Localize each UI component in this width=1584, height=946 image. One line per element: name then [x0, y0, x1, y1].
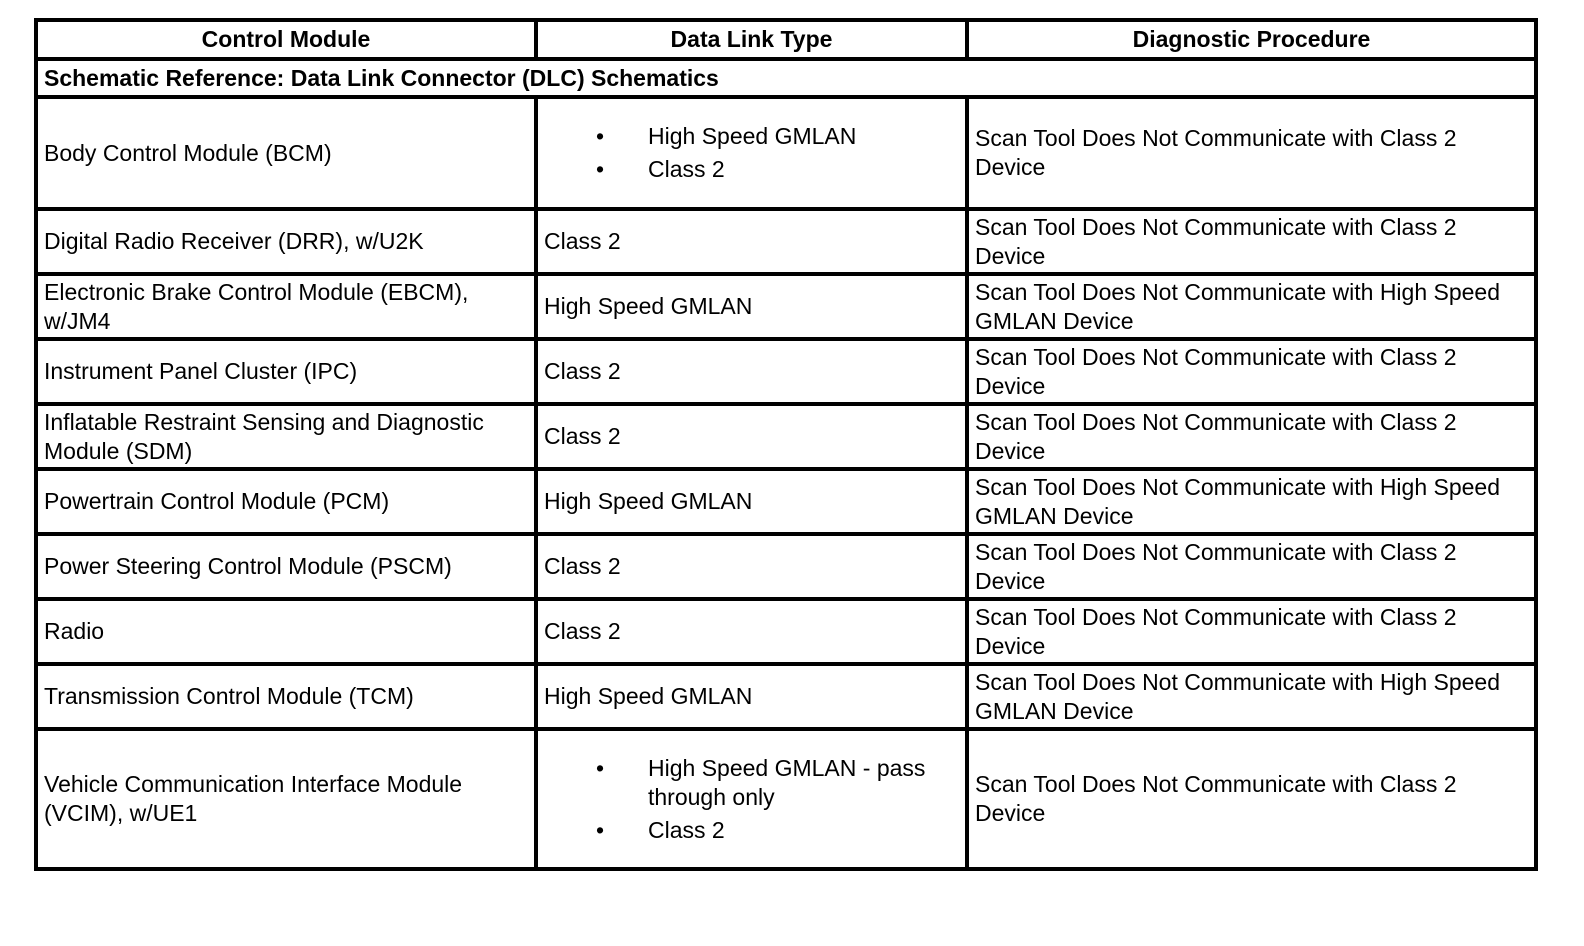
data-link-type-text: High Speed GMLAN - pass through only [648, 754, 926, 810]
table-row [36, 404, 1536, 469]
data-link-type-cell: Class 2 [536, 339, 967, 404]
data-link-reference-table [34, 18, 1538, 871]
table-row [36, 97, 1536, 209]
control-module-cell: Inflatable Restraint Sensing and Diagnostic Module (SDM) [36, 404, 536, 469]
list-item [596, 155, 959, 184]
list-item [596, 122, 959, 151]
data-link-list [544, 754, 959, 845]
header-data-link-type: Data Link Type [536, 20, 967, 59]
control-module-cell: Instrument Panel Cluster (IPC) [36, 339, 536, 404]
control-module-cell: Digital Radio Receiver (DRR), w/U2K [36, 209, 536, 274]
control-module-cell: Vehicle Communication Interface Module (VCIM), w/UE1 [36, 729, 536, 869]
header-diagnostic-procedure: Diagnostic Procedure [967, 20, 1536, 59]
control-module-cell: Transmission Control Module (TCM) [36, 664, 536, 729]
control-module-cell: Power Steering Control Module (PSCM) [36, 534, 536, 599]
control-module-cell: Radio [36, 599, 536, 664]
data-link-type-cell: High Speed GMLAN [536, 274, 967, 339]
table-row [36, 664, 1536, 729]
diagnostic-procedure-cell: Scan Tool Does Not Communicate with Class 2 Device [967, 97, 1536, 209]
bullet-icon: • [596, 754, 605, 781]
data-link-type-cell: Class 2 [536, 599, 967, 664]
bullet-icon: • [596, 156, 605, 182]
control-module-cell: Body Control Module (BCM) [36, 97, 536, 209]
diagnostic-procedure-cell: Scan Tool Does Not Communicate with Class 2 Device [967, 209, 1536, 274]
data-link-type-cell: Class 2 [536, 209, 967, 274]
diagnostic-procedure-cell: Scan Tool Does Not Communicate with High Speed GMLAN Device [967, 664, 1536, 729]
data-link-type-text: Class 2 [648, 816, 725, 843]
schematic-reference-title: Schematic Reference: Data Link Connector (DLC) Schematics [36, 59, 1536, 97]
table-row [36, 729, 1536, 869]
diagnostic-procedure-cell: Scan Tool Does Not Communicate with Class 2 Device [967, 534, 1536, 599]
data-link-type-cell: High Speed GMLAN [536, 469, 967, 534]
table-row [36, 274, 1536, 339]
table-row [36, 534, 1536, 599]
data-link-type-cell [536, 97, 967, 209]
diagnostic-procedure-cell: Scan Tool Does Not Communicate with High Speed GMLAN Device [967, 274, 1536, 339]
control-module-cell: Powertrain Control Module (PCM) [36, 469, 536, 534]
data-link-type-text: Class 2 [648, 156, 725, 182]
diagnostic-procedure-cell: Scan Tool Does Not Communicate with Class 2 Device [967, 599, 1536, 664]
bullet-icon: • [596, 816, 605, 843]
data-link-type-cell [536, 729, 967, 869]
header-control-module: Control Module [36, 20, 536, 59]
data-link-type-text: High Speed GMLAN [648, 123, 857, 149]
list-item [596, 816, 959, 845]
data-link-type-cell: Class 2 [536, 404, 967, 469]
diagnostic-procedure-cell: Scan Tool Does Not Communicate with Class 2 Device [967, 339, 1536, 404]
table-row [36, 209, 1536, 274]
table-row [36, 599, 1536, 664]
bullet-icon: • [596, 123, 605, 149]
data-link-type-cell: High Speed GMLAN [536, 664, 967, 729]
diagnostic-procedure-cell: Scan Tool Does Not Communicate with High Speed GMLAN Device [967, 469, 1536, 534]
table-row [36, 339, 1536, 404]
diagnostic-procedure-cell: Scan Tool Does Not Communicate with Class 2 Device [967, 404, 1536, 469]
data-link-list [544, 122, 959, 184]
list-item [596, 754, 959, 812]
control-module-cell: Electronic Brake Control Module (EBCM), w/JM4 [36, 274, 536, 339]
data-link-type-cell: Class 2 [536, 534, 967, 599]
table-row [36, 469, 1536, 534]
table-header-row [36, 20, 1536, 59]
diagnostic-procedure-cell: Scan Tool Does Not Communicate with Class 2 Device [967, 729, 1536, 869]
section-row [36, 59, 1536, 97]
